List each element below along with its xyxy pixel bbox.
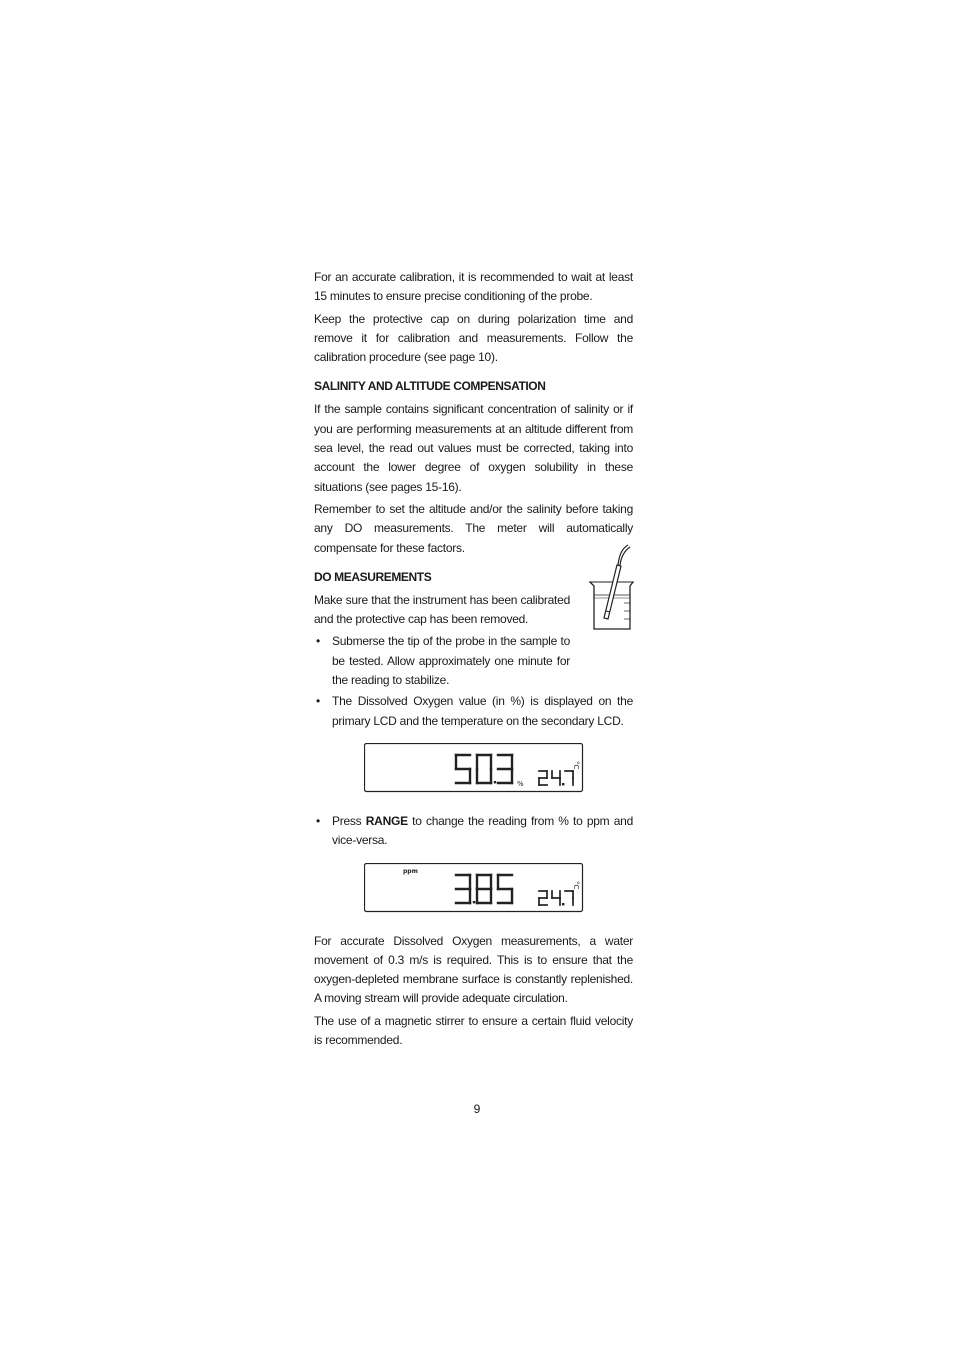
- lcd-percent-unit: %: [517, 779, 524, 788]
- lcd-decimal-point: [473, 901, 475, 903]
- do-intro-paragraph: Make sure that the instrument has been calibrated and the protective cap has been removed.: [314, 592, 570, 627]
- lcd-decimal-point: [562, 903, 564, 905]
- page-number: 9: [473, 1102, 481, 1116]
- list-item: • The Dissolved Oxygen value (in %) is displayed on the primary LCD and the temperature on the secondary LCD.: [314, 692, 633, 731]
- list-item: • Press RANGE to change the reading from % to ppm and vice-versa.: [314, 812, 633, 851]
- salinity-paragraph-2: Remember to set the altitude and/or the salinity before taking any DO measurements. The meter will automatically compensate for these factors.: [314, 501, 633, 555]
- lcd-celsius-unit: °C: [572, 880, 580, 889]
- lcd-celsius-unit: °C: [572, 760, 580, 770]
- flow-paragraph-1: For accurate Dissolved Oxygen measurements, a water movement of 0.3 m/s is required. This is to ensure that the oxygen-depleted membrane surface is constantly replenished. A moving stream will provide adequate circulation.: [314, 933, 633, 1006]
- salinity-paragraph-1: If the sample contains significant concentration of salinity or if you are performing measurements at an altitude different from sea level, the read out values must be corrected, taking into account the lower degree of oxygen solubility in these situations (see pages 15-16).: [314, 402, 633, 494]
- do-measurements-heading: DO MEASUREMENTS: [314, 569, 432, 584]
- do-steps-list: [314, 632, 633, 730]
- lcd-decimal-point: [562, 783, 564, 785]
- flow-paragraph-2: The use of a magnetic stirrer to ensure a certain fluid velocity is recommended.: [314, 1013, 633, 1048]
- lcd-display-ppm: [364, 863, 633, 918]
- lcd-display-percent: [364, 743, 633, 798]
- page-content: [314, 268, 633, 1053]
- list-item: • Submerse the tip of the probe in the sample to be tested. Allow approximately one minute for the reading to stabilize.: [314, 632, 570, 690]
- calibration-paragraph-1: For an accurate calibration, it is recommended to wait at least 15 minutes to ensure precise conditioning of the probe.: [314, 270, 633, 304]
- beaker-probe-icon: [588, 541, 634, 633]
- lcd-ppm-indicator: ppm: [403, 867, 418, 875]
- range-steps-list: [314, 812, 633, 851]
- calibration-paragraph-2: Keep the protective cap on during polarization time and remove it for calibration and measurements. Follow the calibration procedure (see page 10).: [314, 311, 633, 365]
- range-key-label: RANGE: [365, 813, 408, 828]
- lcd-decimal-point: [494, 781, 496, 783]
- salinity-heading: SALINITY AND ALTITUDE COMPENSATION: [314, 379, 546, 394]
